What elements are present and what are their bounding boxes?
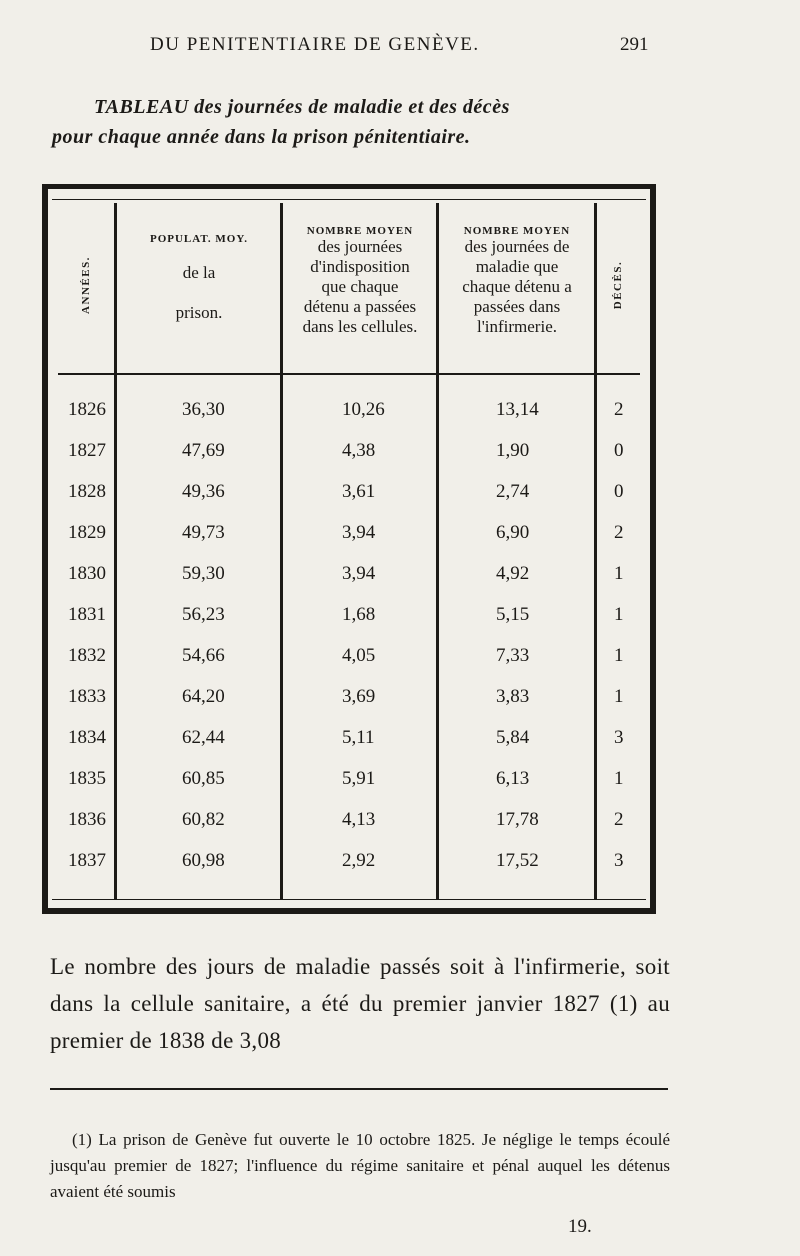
header-infirmerie-line-1: des journées de xyxy=(464,237,570,256)
header-infirmerie-line-5: l'infirmerie. xyxy=(476,317,557,336)
column-rule xyxy=(114,203,117,900)
header-infirmerie-line-4: passées dans xyxy=(473,297,561,316)
cell-year: 1828 xyxy=(68,481,106,502)
cell-infirmerie: 3,83 xyxy=(496,686,530,707)
cell-year: 1833 xyxy=(68,686,106,707)
cell-deces: 0 xyxy=(614,481,624,502)
cell-deces: 3 xyxy=(614,850,624,871)
cell-deces: 1 xyxy=(614,604,624,625)
signature-mark: 19. xyxy=(568,1216,592,1237)
footnote-text: (1) La prison de Genève fut ouverte le 10 octobre 1825. Je néglige le temps écoulé jusqu'au premier de 1827; l'influence du régime sanitaire et pénal auquel les détenus avaient été soumis xyxy=(50,1130,670,1201)
cell-deces: 1 xyxy=(614,768,624,789)
cell-infirmerie: 5,15 xyxy=(496,604,530,625)
cell-year: 1830 xyxy=(68,563,106,584)
cell-infirmerie: 6,90 xyxy=(496,522,530,543)
cell-year: 1827 xyxy=(68,440,106,461)
header-infirmerie-caps: NOMBRE MOYEN xyxy=(463,225,571,237)
cell-cellules: 10,26 xyxy=(342,399,385,420)
cell-cellules: 5,11 xyxy=(342,727,375,748)
header-population-caps: POPULAT. MOY. xyxy=(149,233,249,245)
cell-deces: 3 xyxy=(614,727,624,748)
body-paragraph: Le nombre des jours de maladie passés soit à l'infirmerie, soit dans la cellule sanitaire, a été du premier janvier 1827 (1) au premier de 1838 de 3,08 xyxy=(50,954,670,1053)
cell-cellules: 3,94 xyxy=(342,522,376,543)
table-title-line-1: TABLEAU des journées de maladie et des décès xyxy=(94,96,510,118)
cell-population: 59,30 xyxy=(182,563,225,584)
cell-deces: 2 xyxy=(614,809,624,830)
running-head-title: DU PENITENTIAIRE DE GENÈVE. xyxy=(150,34,480,55)
cell-cellules: 5,91 xyxy=(342,768,376,789)
cell-infirmerie: 6,13 xyxy=(496,768,530,789)
cell-population: 49,73 xyxy=(182,522,225,543)
cell-deces: 0 xyxy=(614,440,624,461)
cell-population: 54,66 xyxy=(182,645,225,666)
table-title xyxy=(52,92,692,152)
header-population-line-2: prison. xyxy=(175,303,223,322)
data-table xyxy=(42,184,656,914)
cell-infirmerie: 4,92 xyxy=(496,563,530,584)
cell-cellules: 3,61 xyxy=(342,481,376,502)
cell-cellules: 2,92 xyxy=(342,850,376,871)
cell-infirmerie: 5,84 xyxy=(496,727,530,748)
header-rule xyxy=(58,373,640,375)
cell-cellules: 1,68 xyxy=(342,604,376,625)
footnote-rule xyxy=(50,1088,668,1090)
cell-year: 1832 xyxy=(68,645,106,666)
cell-deces: 1 xyxy=(614,563,624,584)
cell-cellules: 3,94 xyxy=(342,563,376,584)
cell-cellules: 3,69 xyxy=(342,686,376,707)
column-rule xyxy=(436,203,439,900)
header-annees: ANNÉES. xyxy=(80,256,92,314)
cell-cellules: 4,13 xyxy=(342,809,376,830)
header-cellules-line-4: détenu a passées xyxy=(303,297,417,316)
header-infirmerie xyxy=(440,225,594,337)
column-rule xyxy=(594,203,597,900)
cell-year: 1826 xyxy=(68,399,106,420)
header-population xyxy=(120,233,278,323)
cell-year: 1829 xyxy=(68,522,106,543)
footnote xyxy=(50,1127,670,1205)
page-number: 291 xyxy=(620,34,649,55)
header-cellules-line-3: que chaque xyxy=(321,277,399,296)
cell-deces: 1 xyxy=(614,645,624,666)
header-cellules-caps: NOMBRE MOYEN xyxy=(306,225,414,237)
running-head xyxy=(0,34,800,60)
cell-cellules: 4,38 xyxy=(342,440,376,461)
cell-infirmerie: 13,14 xyxy=(496,399,539,420)
cell-population: 36,30 xyxy=(182,399,225,420)
cell-year: 1837 xyxy=(68,850,106,871)
cell-deces: 2 xyxy=(614,522,624,543)
header-infirmerie-line-3: chaque détenu a xyxy=(462,277,572,296)
header-population-line-1: de la xyxy=(182,263,216,282)
header-deces: DÉCÈS. xyxy=(612,260,624,310)
cell-infirmerie: 17,78 xyxy=(496,809,539,830)
column-rule xyxy=(280,203,283,900)
cell-cellules: 4,05 xyxy=(342,645,376,666)
header-cellules-line-2: d'indisposition xyxy=(310,257,410,276)
cell-year: 1834 xyxy=(68,727,106,748)
cell-population: 49,36 xyxy=(182,481,225,502)
header-cellules-line-1: des journées xyxy=(317,237,403,256)
header-infirmerie-line-2: maladie que xyxy=(475,257,559,276)
cell-population: 62,44 xyxy=(182,727,225,748)
header-cellules xyxy=(284,225,436,337)
cell-infirmerie: 2,74 xyxy=(496,481,530,502)
cell-population: 60,98 xyxy=(182,850,225,871)
cell-population: 60,82 xyxy=(182,809,225,830)
cell-infirmerie: 1,90 xyxy=(496,440,530,461)
cell-infirmerie: 7,33 xyxy=(496,645,530,666)
cell-population: 47,69 xyxy=(182,440,225,461)
header-cellules-line-5: dans les cellules. xyxy=(302,317,418,336)
cell-population: 64,20 xyxy=(182,686,225,707)
cell-year: 1835 xyxy=(68,768,106,789)
cell-year: 1836 xyxy=(68,809,106,830)
cell-year: 1831 xyxy=(68,604,106,625)
table-title-line-2: pour chaque année dans la prison pénitentiaire. xyxy=(52,126,471,148)
cell-deces: 1 xyxy=(614,686,624,707)
cell-infirmerie: 17,52 xyxy=(496,850,539,871)
cell-deces: 2 xyxy=(614,399,624,420)
cell-population: 56,23 xyxy=(182,604,225,625)
cell-population: 60,85 xyxy=(182,768,225,789)
